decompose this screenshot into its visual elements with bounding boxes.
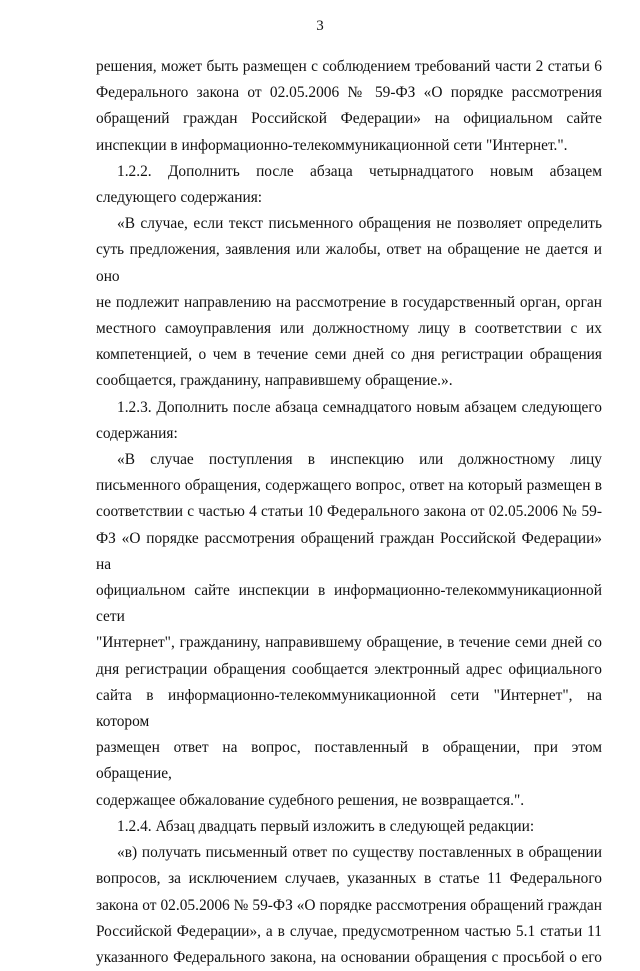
text-line: обращений граждан Российской Федерации» на официальном сайте <box>96 110 602 128</box>
text-line: «в) получать письменный ответ по существу поставленных в обращении <box>117 844 602 862</box>
text-line: закона от 02.05.2006 № 59-ФЗ «О порядке рассмотрения обращений граждан <box>96 896 602 914</box>
text-line: письменного обращения, содержащего вопрос, ответ на который размещен в <box>96 477 602 495</box>
text-line: "Интернет", гражданину, направившему обращение, в течение семи дней со <box>96 634 602 652</box>
paragraph-1-2-2 <box>96 159 602 211</box>
text-line: не подлежит направлению на рассмотрение в государственный орган, орган <box>96 293 602 311</box>
text-line: 1.2.2. Дополнить после абзаца четырнадцатого новым абзацем <box>117 162 602 180</box>
paragraph-1-2-4 <box>96 814 602 840</box>
text-line: сообщается, гражданину, направившему обращение.». <box>96 372 453 390</box>
text-line: «В случае, если текст письменного обращения не позволяет определить <box>117 215 602 233</box>
text-line: содержания: <box>96 424 178 442</box>
text-line: местного самоуправления или должностному лицу в соответствии с их <box>96 320 602 338</box>
text-line: соответствии с частью 4 статьи 10 Федерального закона от 02.05.2006 № 59- <box>96 503 602 521</box>
paragraph-quote-1 <box>96 211 602 394</box>
text-line: Федерального закона от 02.05.2006 № 59-ФЗ «О порядке рассмотрения <box>96 84 602 102</box>
text-line: сайта в информационно-телекоммуникационной сети "Интернет", на котором <box>96 686 602 731</box>
text-line: содержащее обжалование судебного решения, не возвращается.". <box>96 791 525 809</box>
paragraph-1-2-3 <box>96 395 602 447</box>
text-line: ФЗ «О порядке рассмотрения обращений граждан Российской Федерации» на <box>96 529 602 573</box>
text-line: инспекции в информационно-телекоммуникационной сети "Интернет.". <box>96 136 568 154</box>
text-line: размещен ответ на вопрос, поставленный в обращении, при этом обращение, <box>96 739 602 783</box>
text-line: дня регистрации обращения сообщается электронный адрес официального <box>96 660 602 678</box>
text-line: указанного Федерального закона, на основании обращения с просьбой о его <box>96 948 602 966</box>
paragraph-quote-2 <box>96 447 602 814</box>
text-line: Российской Федерации», а в случае, предусмотренном частью 5.1 статьи 11 <box>96 922 602 940</box>
document-body <box>96 54 602 971</box>
page-number: 3 <box>316 18 324 34</box>
text-line: решения, может быть размещен с соблюдением требований части 2 статьи 6 <box>96 58 602 75</box>
text-line: суть предложения, заявления или жалобы, ответ на обращение не дается и оно <box>96 241 602 285</box>
text-line: следующего содержания: <box>96 189 263 207</box>
paragraph-continuation <box>96 54 602 159</box>
text-line: вопросов, за исключением случаев, указанных в статье 11 Федерального <box>96 870 602 888</box>
text-line: 1.2.3. Дополнить после абзаца семнадцатого новым абзацем следующего <box>117 398 602 416</box>
text-line: «В случае поступления в инспекцию или должностному лицу <box>117 451 602 469</box>
text-line: официальном сайте инспекции в информационно-телекоммуникационной сети <box>96 582 602 626</box>
text-line: компетенцией, о чем в течение семи дней со дня регистрации обращения <box>96 346 602 364</box>
text-line: 1.2.4. Абзац двадцать первый изложить в следующей редакции: <box>117 817 535 835</box>
paragraph-item-v <box>96 840 602 971</box>
